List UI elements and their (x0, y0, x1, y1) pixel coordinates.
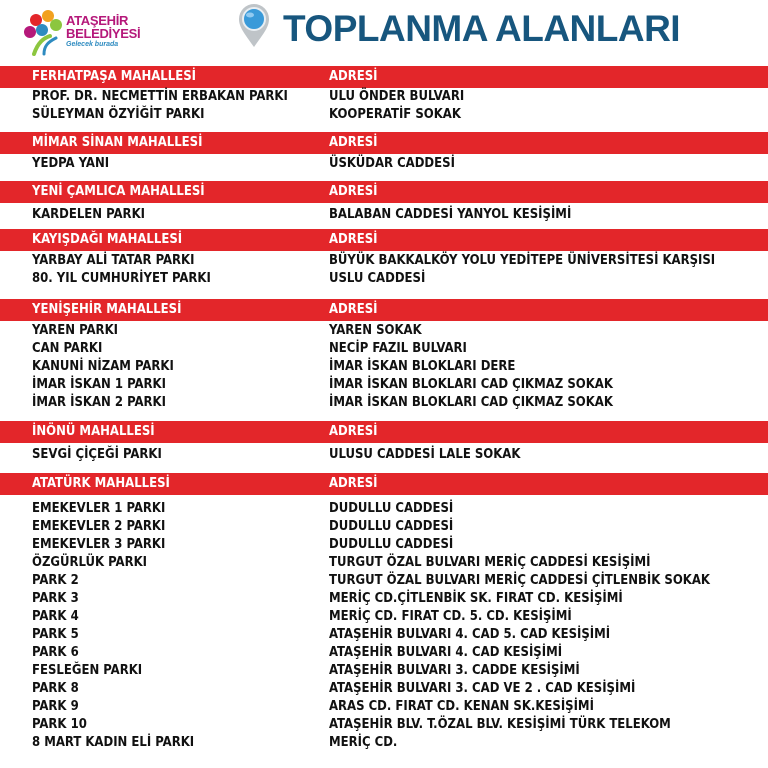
park-name: PARK 6 (32, 645, 79, 660)
park-name: YAREN PARKI (32, 323, 118, 338)
section-header-bar (0, 473, 768, 495)
park-address: ULU ÖNDER BULVARI (329, 89, 465, 104)
table-row (0, 155, 768, 173)
neighborhood-name: KAYIŞDAĞI MAHALLESİ (32, 232, 183, 247)
park-address: ÜSKÜDAR CADDESİ (329, 156, 455, 171)
table-row (0, 358, 768, 376)
address-column-header: ADRESİ (329, 424, 378, 439)
park-name: 80. YIL CUMHURİYET PARKI (32, 271, 211, 286)
section-header-bar (0, 421, 768, 443)
park-name: 8 MART KADIN ELİ PARKI (32, 735, 195, 750)
address-column-header: ADRESİ (329, 476, 378, 491)
park-name: PARK 3 (32, 591, 79, 606)
park-name: KARDELEN PARKI (32, 207, 145, 222)
address-column-header: ADRESİ (329, 184, 378, 199)
park-address: İMAR İSKAN BLOKLARI CAD ÇIKMAZ SOKAK (329, 377, 613, 392)
park-address: ATAŞEHİR BULVARI 4. CAD KESİŞİMİ (329, 645, 563, 660)
page-title: TOPLANMA ALANLARI (283, 8, 681, 49)
park-name: CAN PARKI (32, 341, 103, 356)
neighborhood-name: İNÖNÜ MAHALLESİ (32, 424, 155, 439)
address-column-header: ADRESİ (329, 302, 378, 317)
table-row (0, 340, 768, 358)
park-name: EMEKEVLER 1 PARKI (32, 501, 166, 516)
park-address: DUDULLU CADDESİ (329, 519, 454, 534)
table-row (0, 500, 768, 518)
park-name: KANUNİ NİZAM PARKI (32, 359, 174, 374)
park-address: ATAŞEHİR BLV. T.ÖZAL BLV. KESİŞİMİ TÜRK TELEKOM (329, 717, 671, 732)
park-name: SÜLEYMAN ÖZYİĞİT PARKI (32, 107, 205, 122)
park-name: PARK 4 (32, 609, 79, 624)
section-header-bar (0, 132, 768, 154)
park-name: PARK 5 (32, 627, 79, 642)
neighborhood-name: FERHATPAŞA MAHALLESİ (32, 69, 196, 84)
park-name: FESLEĞEN PARKI (32, 663, 143, 678)
table-row (0, 518, 768, 536)
park-name: SEVGİ ÇİÇEĞİ PARKI (32, 447, 162, 462)
park-address: MERİÇ CD. (329, 735, 398, 750)
park-address: BÜYÜK BAKKALKÖY YOLU YEDİTEPE ÜNİVERSİTESİ KARŞISI (329, 253, 716, 268)
table-row (0, 644, 768, 662)
park-address: İMAR İSKAN BLOKLARI CAD ÇIKMAZ SOKAK (329, 395, 613, 410)
park-address: MERİÇ CD.ÇİTLENBİK SK. FIRAT CD. KESİŞİMİ (329, 591, 623, 606)
park-address: TURGUT ÖZAL BULVARI MERİÇ CADDESİ ÇİTLENBİK SOKAK (329, 573, 710, 588)
park-address: USLU CADDESİ (329, 271, 426, 286)
park-address: TURGUT ÖZAL BULVARI MERİÇ CADDESİ KESİŞİMİ (329, 555, 651, 570)
table-row (0, 394, 768, 412)
park-name: PARK 8 (32, 681, 79, 696)
table-row (0, 662, 768, 680)
park-address: DUDULLU CADDESİ (329, 537, 454, 552)
park-address: YAREN SOKAK (329, 323, 422, 338)
neighborhood-name: MİMAR SİNAN MAHALLESİ (32, 135, 203, 150)
section-header-bar (0, 299, 768, 321)
neighborhood-name: ATATÜRK MAHALLESİ (32, 476, 170, 491)
address-column-header: ADRESİ (329, 135, 378, 150)
neighborhood-name: YENİŞEHİR MAHALLESİ (32, 302, 182, 317)
table-row (0, 608, 768, 626)
table-row (0, 270, 768, 288)
table-row (0, 446, 768, 464)
table-row (0, 572, 768, 590)
table-row (0, 698, 768, 716)
table-row (0, 106, 768, 124)
table-row (0, 716, 768, 734)
table-row (0, 554, 768, 572)
table-row (0, 590, 768, 608)
park-name: YARBAY ALİ TATAR PARKI (32, 253, 195, 268)
table-row (0, 734, 768, 752)
address-column-header: ADRESİ (329, 232, 378, 247)
park-name: EMEKEVLER 2 PARKI (32, 519, 166, 534)
park-address: MERİÇ CD. FIRAT CD. 5. CD. KESİŞİMİ (329, 609, 572, 624)
park-address: ATAŞEHİR BULVARI 3. CADDE KESİŞİMİ (329, 663, 580, 678)
logo-tagline: Gelecek burada (66, 41, 119, 48)
logo-text-line2: BELEDİYESİ (66, 26, 141, 41)
park-name: EMEKEVLER 3 PARKI (32, 537, 166, 552)
park-name: PARK 10 (32, 717, 87, 732)
section-header-bar (0, 229, 768, 251)
park-address: NECİP FAZIL BULVARI (329, 341, 467, 356)
neighborhood-name: YENİ ÇAMLICA MAHALLESİ (32, 184, 205, 199)
table-row (0, 252, 768, 270)
park-address: ARAS CD. FIRAT CD. KENAN SK.KESİŞİMİ (329, 699, 594, 714)
park-address: KOOPERATİF SOKAK (329, 107, 461, 122)
address-column-header: ADRESİ (329, 69, 378, 84)
table-row (0, 626, 768, 644)
section-header-bar (0, 66, 768, 88)
park-address: ATAŞEHİR BULVARI 3. CAD VE 2 . CAD KESİŞİMİ (329, 681, 636, 696)
park-name: YEDPA YANI (32, 156, 110, 171)
park-address: BALABAN CADDESİ YANYOL KESİŞİMİ (329, 207, 572, 222)
table-row (0, 88, 768, 106)
section-header-bar (0, 181, 768, 203)
park-address: DUDULLU CADDESİ (329, 501, 454, 516)
park-address: İMAR İSKAN BLOKLARI DERE (329, 359, 516, 374)
park-name: İMAR İSKAN 1 PARKI (32, 377, 166, 392)
logo-text-line1: ATAŞEHİR (66, 13, 129, 28)
park-address: ATAŞEHİR BULVARI 4. CAD 5. CAD KESİŞİMİ (329, 627, 611, 642)
park-name: PARK 2 (32, 573, 79, 588)
park-name: İMAR İSKAN 2 PARKI (32, 395, 166, 410)
table-row (0, 376, 768, 394)
park-name: ÖZGÜRLÜK PARKI (32, 555, 147, 570)
park-name: PARK 9 (32, 699, 79, 714)
table-row (0, 206, 768, 224)
table-row (0, 322, 768, 340)
table-row (0, 536, 768, 554)
park-address: ULUSU CADDESİ LALE SOKAK (329, 447, 521, 462)
table-row (0, 680, 768, 698)
park-name: PROF. DR. NECMETTİN ERBAKAN PARKI (32, 89, 288, 104)
